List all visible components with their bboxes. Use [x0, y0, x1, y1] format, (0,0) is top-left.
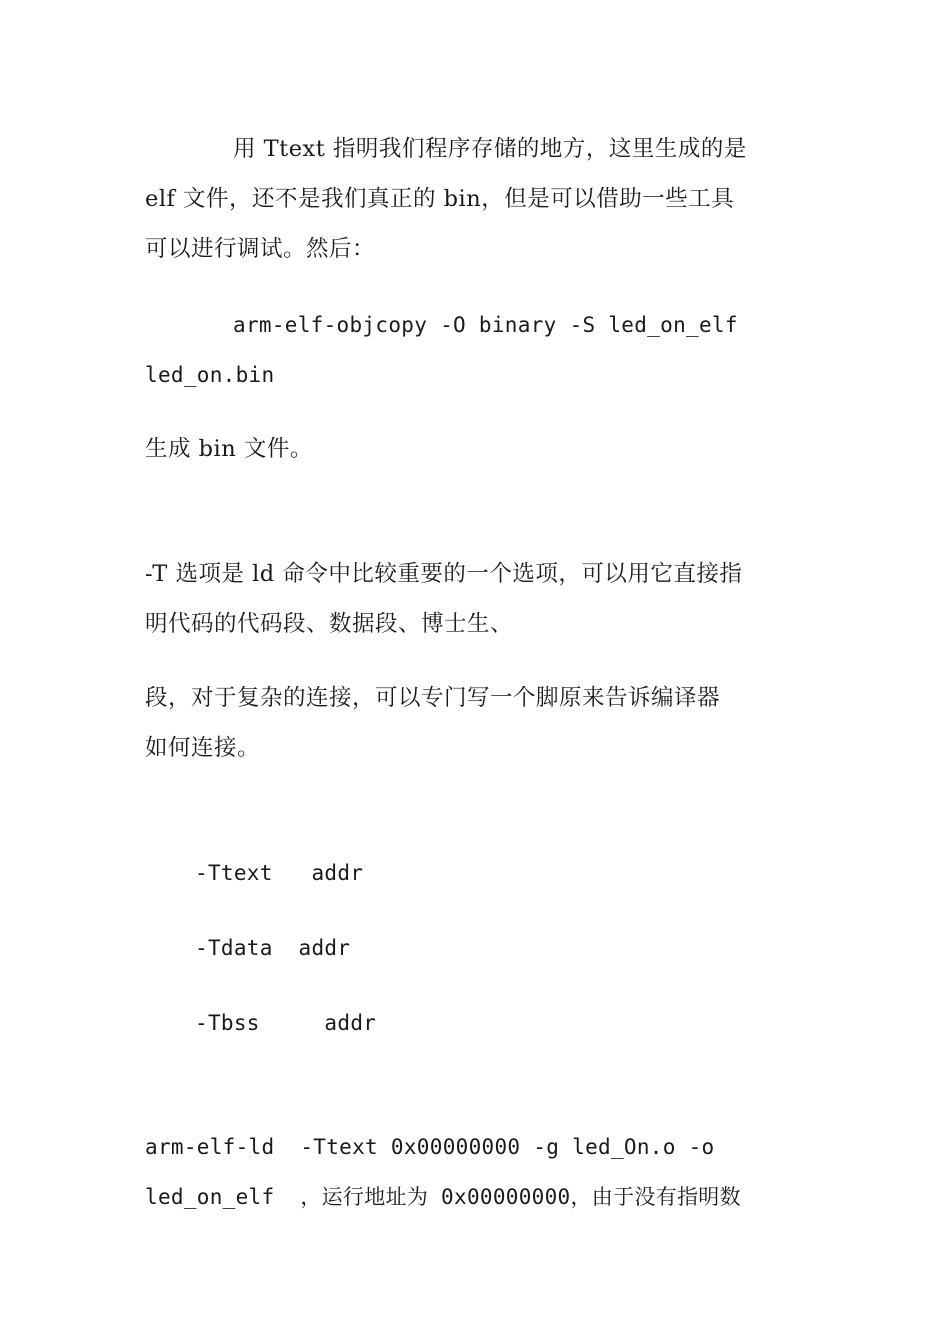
- paragraph-5-line-2: 如何连接。: [145, 735, 261, 761]
- paragraph-4-line-1: -T 选项是 ld 命令中比较重要的一个选项，可以用它直接指: [145, 561, 743, 587]
- paragraph-5-line-1: 段，对于复杂的连接，可以专门写一个脚原来告诉编译器: [145, 685, 721, 711]
- option-tbss: -Tbss addr: [195, 1011, 377, 1035]
- command-ld-line-2: led_on_elf ，运行地址为 0x00000000，由于没有指明数: [145, 1185, 741, 1209]
- paragraph-1-line-1: 用 Ttext 指明我们程序存储的地方，这里生成的是: [233, 136, 747, 162]
- option-tdata: -Tdata addr: [195, 936, 351, 960]
- paragraph-1-line-3: 可以进行调试。然后：: [145, 236, 376, 262]
- paragraph-4-line-2: 明代码的代码段、数据段、博士生、: [145, 611, 514, 637]
- paragraph-1-line-2: elf 文件，还不是我们真正的 bin，但是可以借助一些工具: [145, 186, 735, 212]
- paragraph-3-line-1: 生成 bin 文件。: [145, 436, 313, 462]
- command-ld-line-1: arm-elf-ld -Ttext 0x00000000 -g led_On.o -o: [145, 1135, 715, 1159]
- command-objcopy-line-1: arm-elf-objcopy -O binary -S led_on_elf: [233, 313, 738, 337]
- option-ttext: -Ttext addr: [195, 861, 364, 885]
- command-objcopy-line-2: led_on.bin: [145, 363, 275, 387]
